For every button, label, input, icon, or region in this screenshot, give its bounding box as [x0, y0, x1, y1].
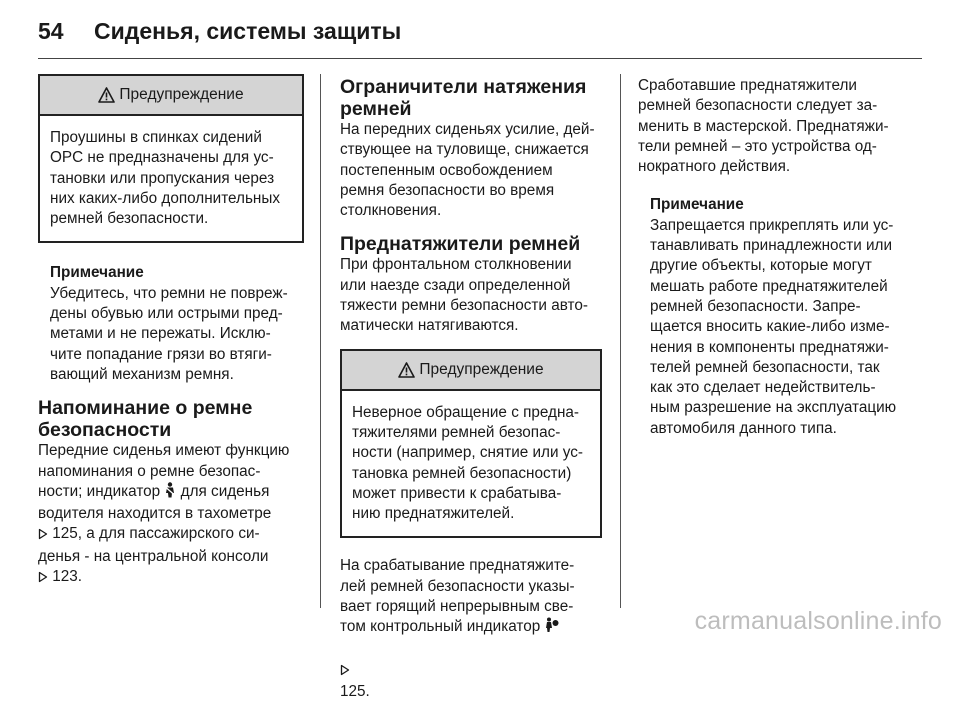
- note-title: Примечание: [50, 264, 144, 282]
- section-text-seatbelt-reminder: [38, 441, 304, 589]
- column-2: [340, 74, 602, 703]
- note: [638, 195, 908, 439]
- text-line: денья - на центральной консоли: [38, 547, 269, 565]
- text-line: [38, 524, 304, 546]
- text-line: [38, 482, 304, 504]
- reference-arrow-icon: [38, 526, 48, 546]
- watermark: carmanualsonline.info: [694, 607, 942, 635]
- section-text-replacement: Сработавшие преднатяжители ремней безопасности следует за- менить в мастерской. Преднатяжи- тели ремней – это устройства од- нократного действия.: [638, 77, 889, 176]
- text-fragment: для сиденья: [180, 482, 270, 500]
- column-1: [38, 74, 304, 589]
- warning-triangle-icon: [398, 362, 415, 378]
- section-title-pretensioners: Преднатяжители ремней: [340, 233, 581, 256]
- reference-arrow-icon: [340, 662, 350, 682]
- warning-label: Предупреждение: [119, 86, 244, 103]
- text-line: водителя находится в тахометре: [38, 505, 272, 523]
- text-fragment: том контрольный индикатор: [340, 618, 541, 636]
- column-divider-1: [320, 74, 321, 608]
- note: [38, 263, 304, 385]
- text-line: Передние сиденья имеют функцию: [38, 442, 290, 460]
- warning-triangle-icon: [98, 87, 115, 103]
- warning-box: [38, 74, 304, 243]
- warning-text: Проушины в спинках сидений OPC не предназначены для ус- тановки или пропускания через них каких-либо дополнительных ремней безопасности.: [50, 129, 281, 228]
- column-divider-2: [620, 74, 621, 608]
- text-line: [340, 640, 602, 703]
- text-fragment: 125.: [340, 683, 370, 701]
- text-line: [38, 567, 304, 589]
- text-line: [340, 617, 602, 639]
- warning-box: [340, 349, 602, 539]
- seatbelt-reminder-icon: [164, 482, 176, 504]
- section-text-pretensioner-indicator: На срабатывание преднатяжите- лей ремней безопасности указы- вает горящий непрерывным све-: [340, 557, 575, 616]
- page-title: Сиденья, системы защиты: [94, 18, 402, 44]
- column-3: [638, 74, 908, 439]
- reference-arrow-icon: [38, 569, 48, 589]
- section-text-pretensioners: При фронтальном столкновении или наезде сзади определенной тяжести ремни безопасности авто- матически натягиваются.: [340, 256, 588, 335]
- text-fragment: 123.: [52, 568, 83, 586]
- header-divider: [38, 58, 922, 59]
- warning-label: Предупреждение: [419, 360, 544, 378]
- page-header: [38, 18, 401, 45]
- warning-header: [40, 76, 302, 116]
- airbag-pretensioner-icon: [545, 617, 559, 639]
- section-text-load-limiters: На передних сиденьях усилие, дей- ствующее на туловище, снижается постепенным освобождением ремня безопасности во время столкновения.: [340, 121, 595, 220]
- note-text: Запрещается прикреплять или ус- танавливать принадлежности или другие объекты, которые могут мешать работе преднатяжителей ремней безопасности. Запре- щается вносить какие-либо изме- нения в компоненты преднатяжи- телей ремней безопасности, так как это сделает недействитель- ным разрешение на эксплуатацию автомобиля данного типа.: [650, 216, 897, 437]
- note-title: Примечание: [650, 196, 744, 214]
- page-number: 54: [38, 18, 64, 44]
- text-line: напоминания о ремне безопас-: [38, 462, 261, 480]
- text-fragment: ности; индикатор: [38, 482, 161, 500]
- section-title-load-limiters: Ограничители натяжения ремней: [340, 76, 587, 120]
- text-fragment: 125, а для пассажирского си-: [52, 525, 260, 543]
- warning-header: [342, 351, 600, 391]
- section-title-seatbelt-reminder: Напоминание о ремне безопасности: [38, 397, 253, 442]
- note-text: Убедитесь, что ремни не повреж- дены обувью или острыми пред- метами и не пережаты. Исклю- чите попадание грязи во втяги- вающий механизм ремня.: [50, 284, 288, 383]
- warning-text: Неверное обращение с предна- тяжителями ремней безопас- ности (например, снятие или ус- тановка ремней безопасности) может привести к срабатыва- нию преднатяжителей.: [352, 403, 583, 523]
